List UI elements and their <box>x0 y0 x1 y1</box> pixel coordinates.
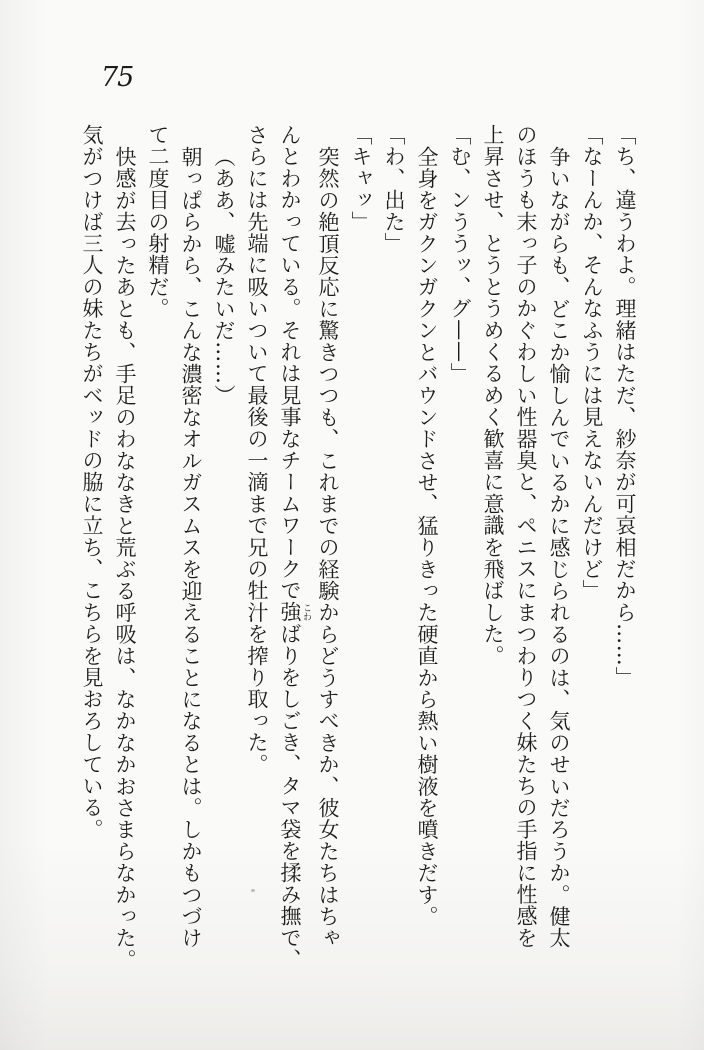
text-line: のほうも末っ子のかぐわしい性器臭と、ペニスにまつわりつく妹たちの手指に性感を <box>514 124 538 949</box>
text-line: （ああ、嘘みたいだ……） <box>212 146 236 407</box>
text-line: 「わ、出た」 <box>382 124 406 255</box>
text-line: 朝っぱらから、こんな濃密なオルガスムスを迎えることになるとは。しかもつづけ <box>179 146 203 949</box>
body-text <box>75 124 641 971</box>
text-line: 「ち、違うわよ。理緒はただ、紗奈が可哀相だから……」 <box>613 124 637 689</box>
scan-speck <box>496 560 501 563</box>
page-number: 75 <box>101 62 134 93</box>
text-line: 快感が去ったあとも、手足のわななきと荒ぶる呼吸は、なかなかおさまらなかった。 <box>113 146 137 971</box>
text-line: 全身をガクンガクンとバウンドさせ、猛りきった硬直から熱い樹液を噴きだす。 <box>415 146 439 928</box>
text-line: 気がつけば三人の妹たちがベッドの脇に立ち、こちらを見おろしている。 <box>80 124 104 841</box>
text-line: 「む、ンううッ、グ——」 <box>448 124 472 385</box>
text-line: 突然の絶頂反応に驚きつつも、これまでの経験からどうすべきか、彼女たちはちゃ <box>316 146 340 949</box>
scan-speck <box>251 889 255 892</box>
text-line: さらには先端に吸いついて最後の一滴まで兄の牡汁を搾り取った。 <box>245 124 269 775</box>
ruby-annotated-kanji: 強 こわ <box>278 601 311 624</box>
text-line: 争いながらも、どこか愉しんでいるかに感じられるのは、気のせいだろうか。健太 <box>547 146 571 949</box>
text-line: 上昇させ、とうとうめくるめく歓喜に意識を飛ばした。 <box>481 124 505 667</box>
text-line: 「なーんか、そんなふうには見えないんだけど」 <box>580 124 604 602</box>
text-line: んとわかっている。それは見事なチームワークで強 こわばりをしごき、タマ袋を揉み撫で、 <box>278 124 311 971</box>
text-line: 「キャッ」 <box>349 124 373 233</box>
text-line: て二度目の射精だ。 <box>146 124 170 320</box>
